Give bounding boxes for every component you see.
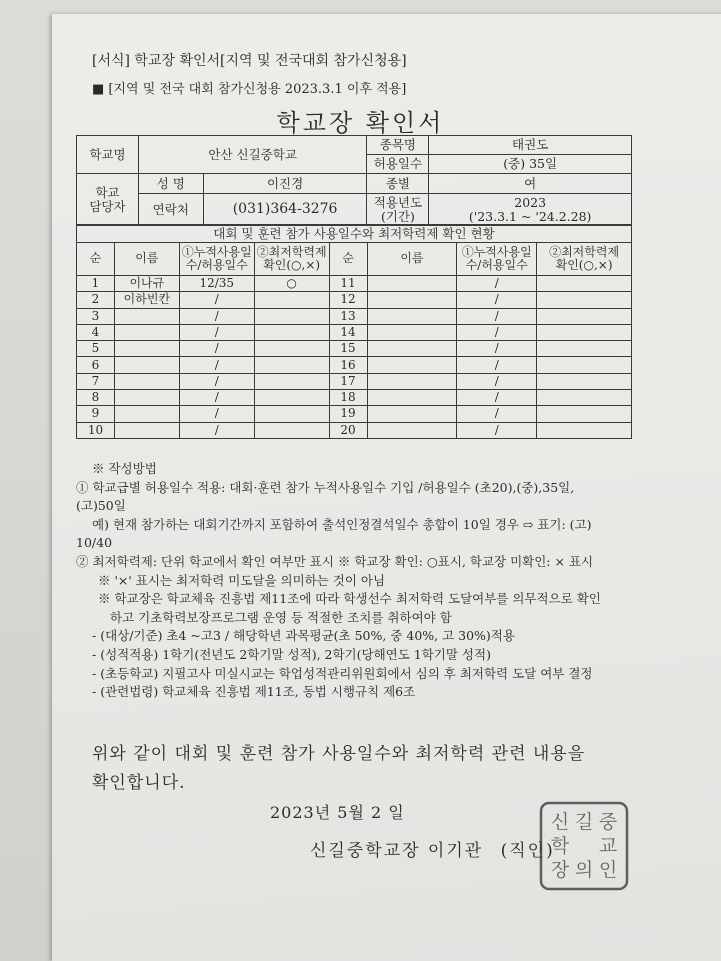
issue-date: 2023년 5월 2 일 xyxy=(270,803,405,822)
cell-name xyxy=(114,341,179,357)
name-value: 이진경 xyxy=(203,174,367,194)
seal-glyph: 학 xyxy=(550,835,570,857)
cell-name xyxy=(367,406,457,422)
cell-no: 14 xyxy=(329,324,367,340)
cell-name xyxy=(367,422,457,438)
contact-value: (031)364-3276 xyxy=(203,194,367,226)
cell-days: / xyxy=(179,357,254,373)
seal-glyph: 장 xyxy=(550,859,570,881)
status-row xyxy=(77,390,632,406)
cell-check xyxy=(537,308,632,324)
note-1b: (고)50일 xyxy=(76,498,126,514)
seal-glyph: 의 xyxy=(574,859,594,881)
principal-signature-line xyxy=(310,836,555,861)
cell-no: 15 xyxy=(329,341,367,357)
status-row xyxy=(77,324,632,340)
col-header-no: 순 xyxy=(77,243,115,276)
year-value-line2: ('23.3.1 ~ '24.2.28) xyxy=(468,208,592,224)
detail-1: - (대상/기준) 초4 ~고3 / 해당학년 과목평균(초 50%, 중 40%, 고 30%)적용 xyxy=(92,628,515,644)
status-row xyxy=(77,308,632,324)
manager-label xyxy=(77,174,139,226)
cell-name xyxy=(367,276,457,292)
cell-days: / xyxy=(179,422,254,438)
cell-no: 18 xyxy=(329,390,367,406)
manager-label-line2: 담당자 xyxy=(89,198,126,214)
cell-days: / xyxy=(179,373,254,389)
note-2d: 하고 기초학력보장프로그램 운영 등 적절한 조치를 취하여야 함 xyxy=(110,609,452,625)
col-header-days-right xyxy=(457,243,537,276)
year-label xyxy=(367,194,429,226)
cell-days: / xyxy=(457,373,537,389)
cell-check xyxy=(537,422,632,438)
cell-name xyxy=(367,373,457,389)
official-seal-stamp xyxy=(538,800,630,892)
cell-days: / xyxy=(179,406,254,422)
signer-name: 신길중학교장 이기관 xyxy=(310,841,484,861)
cell-no: 11 xyxy=(329,276,367,292)
col-header-name: 이름 xyxy=(114,243,179,276)
col-header-days-line2: 수/허용일수 xyxy=(185,258,248,272)
cell-no: 1 xyxy=(77,276,115,292)
cell-no: 9 xyxy=(77,406,115,422)
status-row xyxy=(77,373,632,389)
cell-name xyxy=(114,406,179,422)
cell-no: 17 xyxy=(329,373,367,389)
seal-glyph: 교 xyxy=(598,835,618,857)
cell-no: 12 xyxy=(329,292,367,308)
allowed-days-value: (중) 35일 xyxy=(429,155,632,174)
form-label: [서식] 학교장 확인서[지역 및 전국대회 참가신청용] xyxy=(92,53,407,69)
cell-days: / xyxy=(457,390,537,406)
col-header-min-line2: 확인(○,×) xyxy=(263,258,321,272)
col-header-days-right-line1: ①누적사용일 xyxy=(461,244,532,259)
cell-days: / xyxy=(457,341,537,357)
seal-glyph: 인 xyxy=(598,859,618,881)
cell-days: / xyxy=(457,308,537,324)
manager-label-line1: 학교 xyxy=(95,184,120,200)
note-2b: ※ '×' 표시는 최저학력 미도달을 의미하는 것이 아님 xyxy=(98,572,386,588)
status-row xyxy=(77,276,632,292)
status-table xyxy=(76,224,632,439)
cell-days: / xyxy=(457,406,537,422)
cell-check xyxy=(254,357,329,373)
note-2c: ※ 학교장은 학교체육 진흥법 제11조에 따라 학생선수 최저학력 도달여부를 의무적으로 확인 xyxy=(98,591,601,607)
cell-no: 16 xyxy=(329,357,367,373)
cell-days: / xyxy=(457,324,537,340)
cell-no: 4 xyxy=(77,324,115,340)
cell-no: 19 xyxy=(329,406,367,422)
school-info-table xyxy=(76,135,632,226)
cell-days: / xyxy=(457,422,537,438)
cell-name xyxy=(367,390,457,406)
cell-name xyxy=(367,292,457,308)
cell-no: 20 xyxy=(329,422,367,438)
cell-check xyxy=(537,276,632,292)
col-header-days xyxy=(179,243,254,276)
status-table-title: 대회 및 훈련 참가 사용일수와 최저학력제 확인 현황 xyxy=(77,225,632,243)
col-header-min-right-line1: ②최저학력제 xyxy=(549,244,620,259)
cell-days: / xyxy=(457,276,537,292)
cell-days: / xyxy=(457,292,537,308)
cell-days: 12/35 xyxy=(179,276,254,292)
cell-check: ○ xyxy=(254,276,329,292)
cell-name xyxy=(114,308,179,324)
confirmation-line2: 확인합니다. xyxy=(92,773,186,793)
cell-days: / xyxy=(179,390,254,406)
col-header-min-line1: ②최저학력제 xyxy=(256,244,327,259)
status-row xyxy=(77,341,632,357)
cell-check xyxy=(537,406,632,422)
detail-4: - (관련법령) 학교체육 진흥법 제11조, 동법 시행규칙 제6조 xyxy=(92,684,416,700)
cell-days: / xyxy=(179,324,254,340)
cell-check xyxy=(254,390,329,406)
allowed-days-label: 허용일수 xyxy=(367,155,429,174)
col-header-min xyxy=(254,243,329,276)
school-label: 학교명 xyxy=(77,136,139,174)
cell-days: / xyxy=(179,308,254,324)
cell-days: / xyxy=(179,292,254,308)
cell-check xyxy=(254,324,329,340)
confirmation-line1: 위와 같이 대회 및 훈련 참가 사용일수와 최저학력 관련 내용을 xyxy=(92,744,586,764)
cell-name xyxy=(367,357,457,373)
notes-heading: ※ 작성방법 xyxy=(92,461,157,476)
gender-label: 종별 xyxy=(367,174,429,194)
cell-name: 이하빈칸 xyxy=(114,292,179,308)
col-header-no-right: 순 xyxy=(329,243,367,276)
cell-no: 8 xyxy=(77,390,115,406)
seal-mark-text: (직인) xyxy=(500,841,555,861)
cell-check xyxy=(254,292,329,308)
cell-name xyxy=(367,341,457,357)
cell-name xyxy=(367,308,457,324)
event-label: 종목명 xyxy=(367,136,429,155)
year-label-line1: 적용년도 xyxy=(373,194,423,210)
col-header-days-right-line2: 수/허용일수 xyxy=(465,258,528,272)
note-1a: ① 학교급별 허용일수 적용: 대회·훈련 참가 누적사용일수 기입 /허용일수 (초20),(중),35일, xyxy=(76,479,575,495)
status-row xyxy=(77,422,632,438)
cell-check xyxy=(537,357,632,373)
cell-no: 6 xyxy=(77,357,115,373)
cell-name xyxy=(114,324,179,340)
cell-name xyxy=(367,324,457,340)
gender-value: 여 xyxy=(429,174,632,194)
cell-check xyxy=(537,373,632,389)
contact-label: 연락처 xyxy=(138,194,203,226)
cell-name xyxy=(114,357,179,373)
cell-days: / xyxy=(179,341,254,357)
cell-name xyxy=(114,422,179,438)
name-label: 성 명 xyxy=(138,174,203,194)
cell-no: 2 xyxy=(77,292,115,308)
cell-no: 5 xyxy=(77,341,115,357)
cell-no: 10 xyxy=(77,422,115,438)
school-value: 안산 신길중학교 xyxy=(138,136,367,174)
seal-glyph: 중 xyxy=(598,811,618,833)
seal-glyph: 길 xyxy=(574,811,594,833)
year-label-line2: (기간) xyxy=(380,208,415,224)
cell-no: 3 xyxy=(77,308,115,324)
cell-name xyxy=(114,373,179,389)
cell-no: 7 xyxy=(77,373,115,389)
cell-check xyxy=(537,292,632,308)
col-header-min-right xyxy=(537,243,632,276)
cell-check xyxy=(537,341,632,357)
year-value-line1: 2023 xyxy=(514,194,547,210)
status-row xyxy=(77,357,632,373)
note-2a: ② 최저학력제: 단위 학교에서 확인 여부만 표시 ※ 학교장 확인: ○표시, 학교장 미확인: × 표시 xyxy=(76,553,594,569)
cell-check xyxy=(254,341,329,357)
form-subtitle: ■ [지역 및 전국 대회 참가신청용 2023.3.1 이후 적용] xyxy=(92,82,407,97)
detail-2: - (성적적용) 1학기(전년도 2학기말 성적), 2학기(당해연도 1학기말 성적) xyxy=(92,646,491,662)
note-1c: 예) 현재 참가하는 대회기간까지 포함하여 출석인정결석일수 총합이 10일 경우 ⇨ 표기: (고) xyxy=(92,516,592,532)
seal-glyph: 신 xyxy=(550,811,570,833)
col-header-days-line1: ①누적사용일 xyxy=(181,244,252,259)
cell-name: 이나규 xyxy=(114,276,179,292)
event-value: 태권도 xyxy=(429,136,632,155)
cell-check xyxy=(254,373,329,389)
status-row xyxy=(77,292,632,308)
cell-no: 13 xyxy=(329,308,367,324)
confirmation-statement xyxy=(92,740,652,798)
document-title: 학교장 확인서 xyxy=(276,109,445,137)
col-header-name-right: 이름 xyxy=(367,243,457,276)
cell-check xyxy=(254,406,329,422)
cell-check xyxy=(254,422,329,438)
cell-days: / xyxy=(457,357,537,373)
col-header-min-right-line2: 확인(○,×) xyxy=(555,258,613,272)
note-1d: 10/40 xyxy=(76,535,113,551)
cell-check xyxy=(537,324,632,340)
cell-name xyxy=(114,390,179,406)
writing-instructions xyxy=(76,460,636,702)
status-row xyxy=(77,406,632,422)
detail-3: - (초등학교) 지필고사 미실시교는 학업성적관리위원회에서 심의 후 최저학력 도달 여부 결정 xyxy=(92,665,593,681)
year-value xyxy=(429,194,632,226)
cell-check xyxy=(254,308,329,324)
cell-check xyxy=(537,390,632,406)
